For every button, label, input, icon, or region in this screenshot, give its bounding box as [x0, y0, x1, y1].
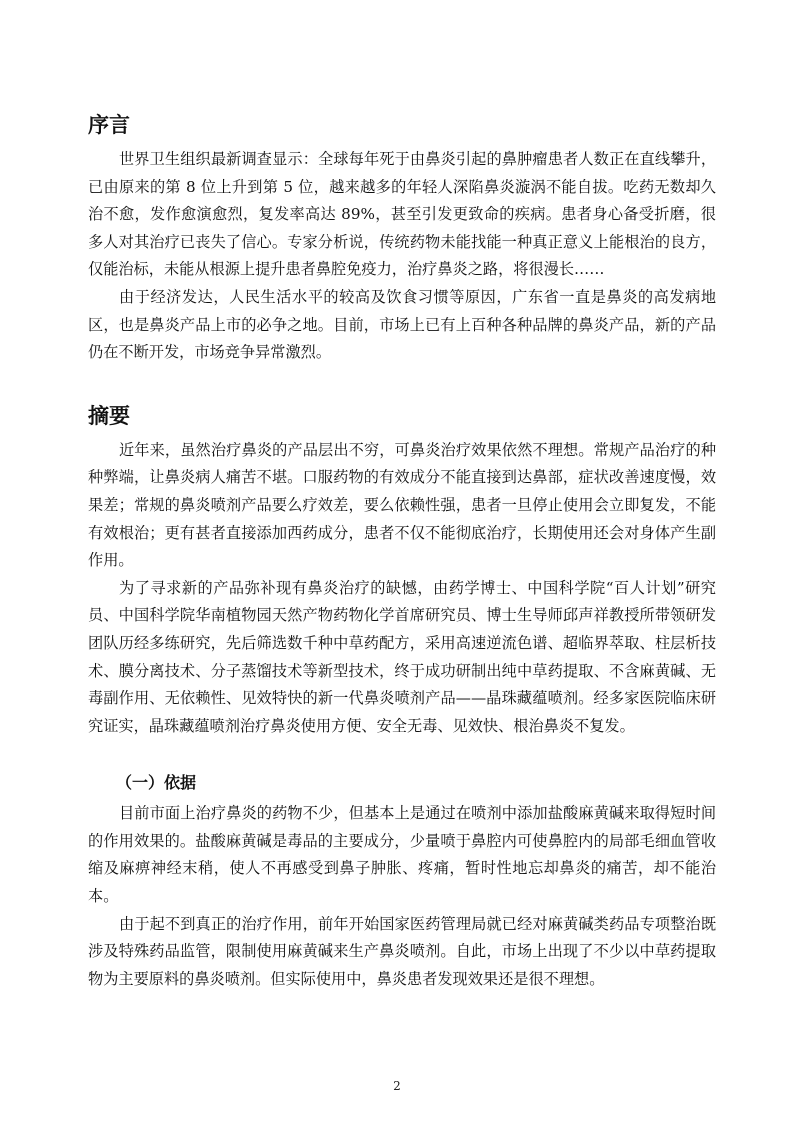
page-number: 2 [393, 1079, 401, 1093]
abstract-heading: 摘要 [88, 403, 130, 428]
preface-paragraph-2: 由于经济发达，人民生活水平的较高及饮食习惯等原因，广东省一直是鼻炎的高发病地区，也是鼻炎产品上市的必争之地。目前，市场上已有上百种各种品牌的鼻炎产品，新的产品仍在不断开发，市场竞争异常激烈。 [88, 287, 716, 362]
basis-paragraph-1: 目前市面上治疗鼻炎的药物不少，但基本上是通过在喷剂中添加盐酸麻黄碱来取得短时间的作用效果的。盐酸麻黄碱是毒品的主要成分，少量喷于鼻腔内可使鼻腔内的局部毛细血管收缩及麻痹神经末稍，使人不再感受到鼻子肿胀、疼痛，暂时性地忘却鼻炎的痛苦，却不能治本。 [88, 804, 716, 906]
preface-paragraph-1: 世界卫生组织最新调查显示：全球每年死于由鼻炎引起的鼻肿瘤患者人数正在直线攀升，已由原来的第 8 位上升到第 5 位，越来越多的年轻人深陷鼻炎漩涡不能自拔。吃药无数却久治不愈，发作愈演愈烈，复发率高达 89%，甚至引发更致命的疾病。患者身心备受折磨，很多人对其治疗已丧失了信心。专家分析说，传统药物未能找能一种真正意义上能根治的良方，仅能治标，未能从根源上提升患者鼻腔免疫力，治疗鼻炎之路，将很漫长…… [88, 150, 716, 279]
basis-paragraph-2: 由于起不到真正的治疗作用，前年开始国家医药管理局就已经对麻黄碱类药品专项整治既涉及特殊药品监管，限制使用麻黄碱来生产鼻炎喷剂。自此，市场上出现了不少以中草药提取物为主要原料的鼻炎喷剂。但实际使用中，鼻炎患者发现效果还是很不理想。 [88, 914, 716, 988]
abstract-paragraph-2: 为了寻求新的产品弥补现有鼻炎治疗的缺憾，由药学博士、中国科学院“百人计划”研究员、中国科学院华南植物园天然产物药物化学首席研究员、博士生导师邱声祥教授所带领研发团队历经多练研究，先后筛选数千种中草药配方，采用高速逆流色谱、超临界萃取、柱层析技术、膜分离技术、分子蒸馏技术等新型技术，终于成功研制出纯中草药提取、不含麻黄碱、无毒副作用、无依赖性、见效特快的新一代鼻炎喷剂产品——晶珠藏蕴喷剂。经多家医院临床研究证实，晶珠藏蕴喷剂治疗鼻炎使用方便、安全无毒、见效快、根治鼻炎不复发。 [88, 578, 716, 735]
page-content [88, 110, 716, 993]
basis-section [88, 770, 716, 993]
preface-section [88, 110, 716, 367]
abstract-section [88, 401, 716, 741]
abstract-paragraph-1: 近年来，虽然治疗鼻炎的产品层出不穷，可鼻炎治疗效果依然不理想。常规产品治疗的种种弊端，让鼻炎病人痛苦不堪。口服药物的有效成分不能直接到达鼻部，症状改善速度慢，效果差；常规的鼻炎喷剂产品要么疗效差，要么依赖性强，患者一旦停止使用会立即复发，不能有效根治；更有甚者直接添加西药成分，患者不仅不能彻底治疗，长期使用还会对身体产生副作用。 [88, 440, 716, 570]
basis-heading: （一）依据 [116, 773, 197, 793]
preface-heading: 序言 [88, 113, 130, 137]
